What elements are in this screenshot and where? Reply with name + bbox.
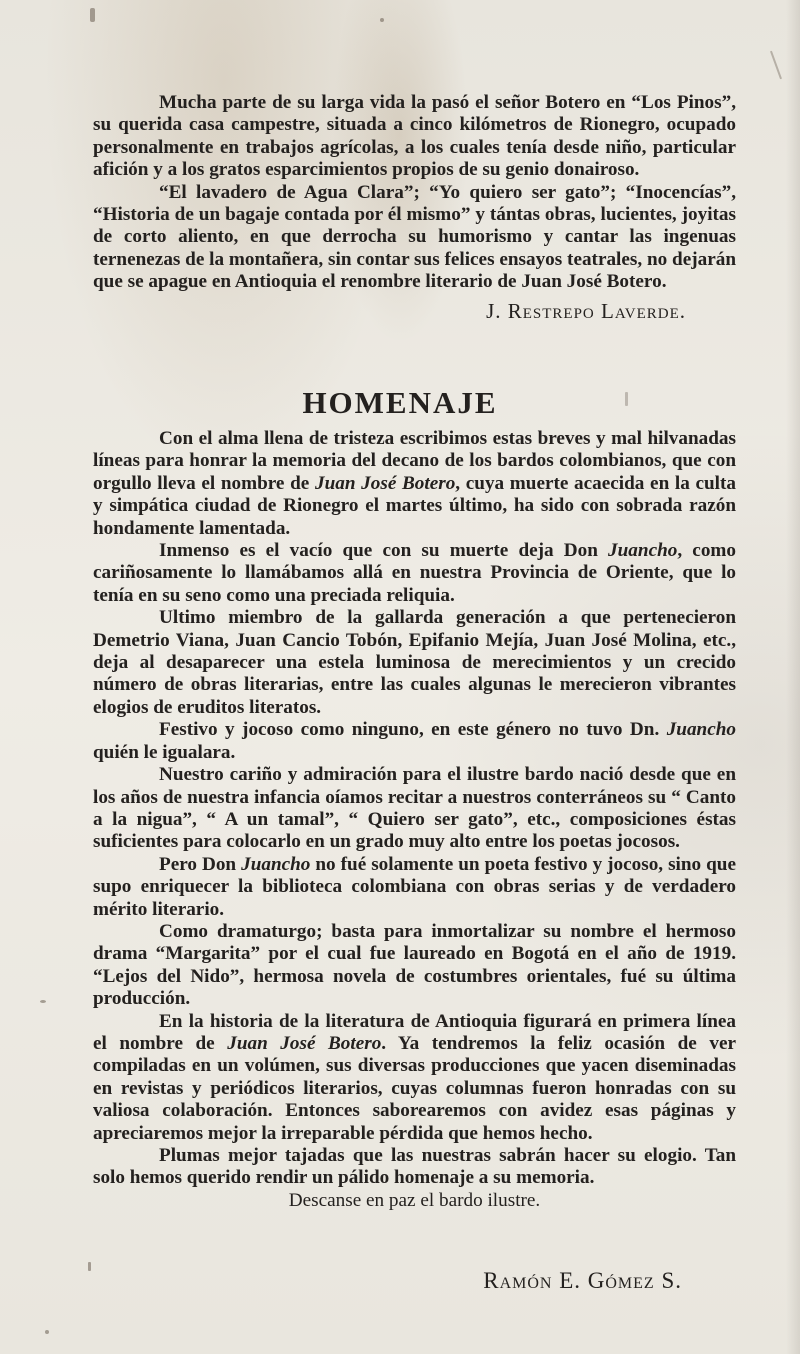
paper-speck [45, 1330, 49, 1334]
paragraph: Festivo y jocoso como ninguno, en este género no tuvo Dn. Juancho quién le igualara. [93, 719, 736, 763]
page-edge-shadow [786, 0, 800, 1354]
paragraph: “El lavadero de Agua Clara”; “Yo quiero ser gato”; “Inocencías”, “Historia de un bagaje contada por él mismo” y tántas obras, lucientes, joyitas de corto aliento, en que derrocha su humorismo y cantar las ingenuas ternenezas de la montañera, sin contar sus felices ensayos teatrales, no dejarán que se apague en Antioquia el renombre literario de Juan José Botero. [93, 181, 736, 293]
paper-speck [40, 1000, 46, 1003]
paragraph: Nuestro cariño y admiración para el ilustre bardo nació desde que en los años de nuestra infancia oíamos recitar a nuestros conterráneos su “ Canto a la nigua”, “ A un tamal”, “ Quiero ser gato”, etc., composiciones éstas suficientes para colocarlo en un grado muy alto entre los poetas jocosos. [93, 764, 736, 853]
section-heading: HOMENAJE [302, 385, 498, 420]
author-signature: J. Restrepo Laverde. [486, 298, 686, 323]
paper-speck [380, 18, 384, 22]
paragraph: Pero Don Juancho no fué solamente un poeta festivo y jocoso, sino que supo enriquecer la biblioteca colombiana con obras serias y de verdadero mérito literario. [93, 853, 736, 920]
article-body [93, 92, 736, 294]
paper-speck [90, 8, 95, 22]
article-botero-tribute [93, 92, 736, 322]
paragraph: Ultimo miembro de la gallarda generación a que pertenecieron Demetrio Viana, Juan Cancio Tobón, Epifanio Mejía, Juan José Molina, etc., deja al desaparecer una estela luminosa de merecimientos y un crecido número de obras literarias, entre las cuales algunas le merecieron vibrantes elogios de eruditos literatos. [93, 607, 736, 718]
paragraph: Como dramaturgo; basta para inmortalizar su nombre el hermoso drama “Margarita” por el cual fue laureado en Bogotá en el año de 1919. “Lejos del Nido”, hermosa novela de costumbres orientales, fué su última producción. [93, 920, 736, 1010]
paragraph: Mucha parte de su larga vida la pasó el señor Botero en “Los Pinos”, su querida casa campestre, situada a cinco kilómetros de Rionegro, ocupado personalmente en trabajos agrícolas, a los cuales tenía desde niño, particular afición y a los gratos esparcimientos propios de su genio donairoso. [93, 92, 736, 181]
paper-speck [770, 51, 782, 80]
paragraph: En la historia de la literatura de Antioquia figurará en primera línea el nombre de Juan José Botero. Ya tendremos la feliz ocasión de ver compiladas en un volúmen, sus diversas producciones que yacen diseminadas en revistas y periódicos literarios, cuyas columnas fueron honradas con su valiosa colaboración. Entonces saborearemos con avidez esas páginas y apreciaremos mejor la irreparable pérdida que hemos hecho. [93, 1010, 736, 1144]
paper-speck [625, 392, 628, 406]
paragraph: Con el alma llena de tristeza escribimos estas breves y mal hilvanadas líneas para honrar la memoria del decano de los bardos colombianos, que con orgullo lleva el nombre de Juan José Botero, cuya muerte acaecida en la culta y simpática ciudad de Rionegro el martes último, ha sido con sobrada razón hondamente lamentada. [93, 428, 736, 539]
closing-line: Descanse en paz el bardo ilustre. [288, 1189, 541, 1211]
author-signature-homenaje: Ramón E. Gómez S. [483, 1268, 682, 1293]
article-body [93, 428, 736, 1190]
paragraph: Inmenso es el vacío que con su muerte deja Don Juancho, como cariñosamente lo llamábamos allá en nuestra Provincia de Oriente, que lo tenía en su seno como una preciada reliquia. [93, 540, 736, 606]
paper-speck [88, 1262, 91, 1271]
paragraph: Plumas mejor tajadas que las nuestras sabrán hacer su elogio. Tan solo hemos querido rendir un pálido homenaje a su memoria. [93, 1145, 736, 1189]
article-homenaje [93, 428, 736, 1212]
